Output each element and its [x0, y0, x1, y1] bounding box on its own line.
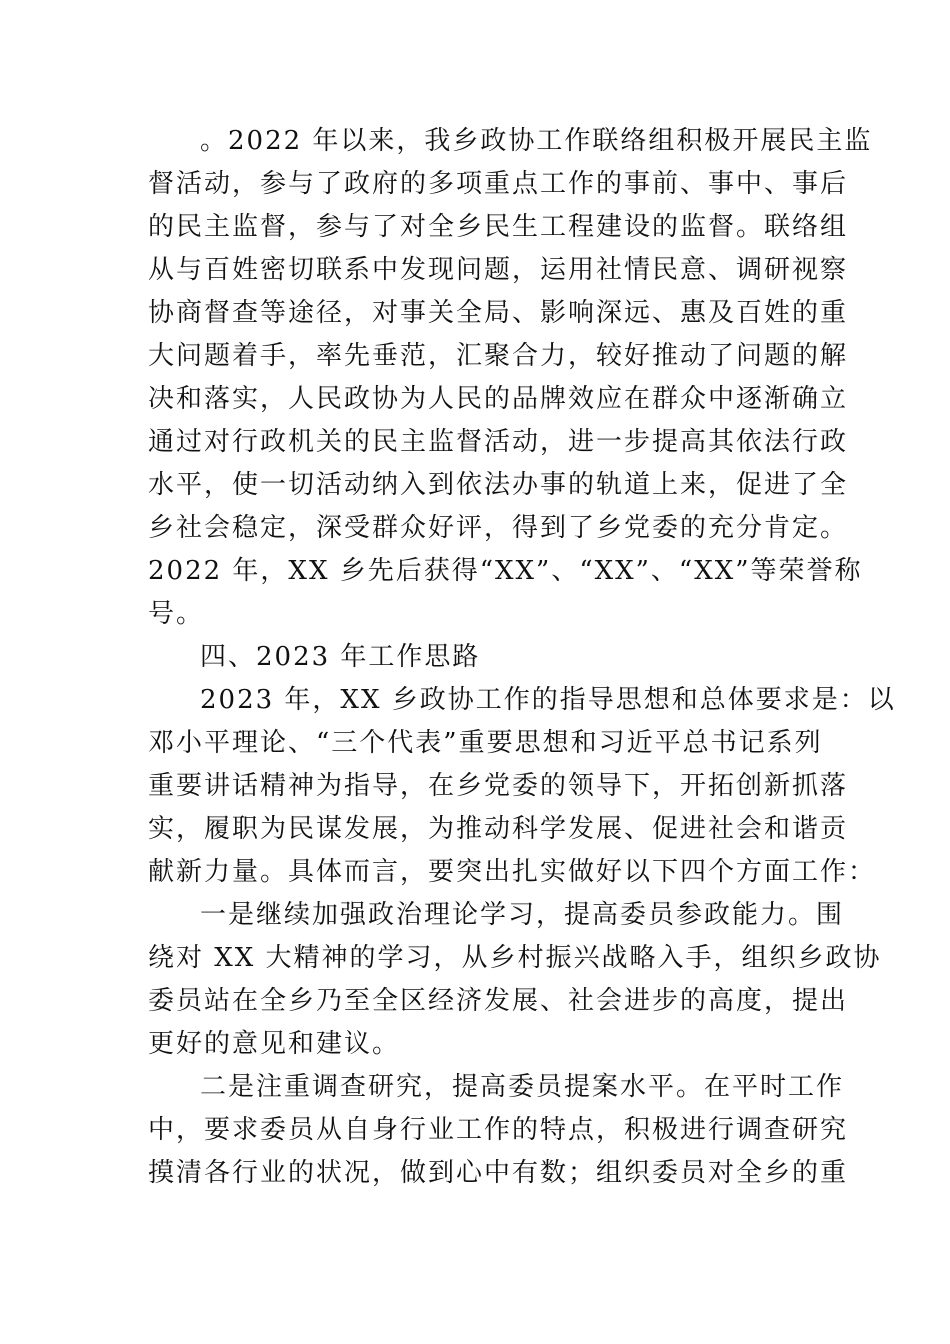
text-line: 的民主监督，参与了对全乡民生工程建设的监督。联络组: [148, 212, 849, 242]
text-line: 献新力量。具体而言，要突出扎实做好以下四个方面工作：: [148, 857, 877, 887]
text-line: 中，要求委员从自身行业工作的特点，积极进行调查研究: [148, 1115, 849, 1145]
document-body: [148, 120, 896, 1195]
text-line: 乡社会稳定，深受群众好评，得到了乡党委的充分肯定。: [148, 513, 849, 543]
text-line: 委员站在全乡乃至全区经济发展、社会进步的高度，提出: [148, 986, 849, 1016]
text-line: 决和落实，人民政协为人民的品牌效应在群众中逐渐确立: [148, 384, 849, 414]
text-line: 通过对行政机关的民主监督活动，进一步提高其依法行政: [148, 427, 849, 457]
text-line: 重要讲话精神为指导，在乡党委的领导下，开拓创新抓落: [148, 771, 849, 801]
text-line: 2023 年，XX 乡政协工作的指导思想和总体要求是：以: [200, 685, 896, 715]
text-line: 号。: [148, 599, 205, 629]
text-line: 协商督查等途径，对事关全局、影响深远、惠及百姓的重: [148, 298, 849, 328]
text-line: 邓小平理论、“三个代表”重要思想和习近平总书记系列: [148, 728, 823, 758]
text-line: 实，履职为民谋发展，为推动科学发展、促进社会和谐贡: [148, 814, 849, 844]
text-line: 一是继续加强政治理论学习，提高委员参政能力。围: [200, 900, 845, 930]
text-line: 从与百姓密切联系中发现问题，运用社情民意、调研视察: [148, 255, 849, 285]
text-line: 水平，使一切活动纳入到依法办事的轨道上来，促进了全: [148, 470, 849, 500]
text-line: 绕对 XX 大精神的学习，从乡村振兴战略入手，组织乡政协: [148, 943, 882, 973]
text-line: 大问题着手，率先垂范，汇聚合力，较好推动了问题的解: [148, 341, 849, 371]
text-line: 督活动，参与了政府的多项重点工作的事前、事中、事后: [148, 169, 849, 199]
text-line: 。2022 年以来，我乡政协工作联络组积极开展民主监: [200, 126, 873, 156]
text-line: 摸清各行业的状况，做到心中有数；组织委员对全乡的重: [148, 1158, 849, 1188]
text-line: 二是注重调查研究，提高委员提案水平。在平时工作: [200, 1072, 845, 1102]
section-heading: 四、2023 年工作思路: [200, 642, 481, 672]
text-line: 更好的意见和建议。: [148, 1029, 401, 1059]
text-line: 2022 年，XX 乡先后获得“XX”、“XX”、“XX”等荣誉称: [148, 556, 863, 586]
